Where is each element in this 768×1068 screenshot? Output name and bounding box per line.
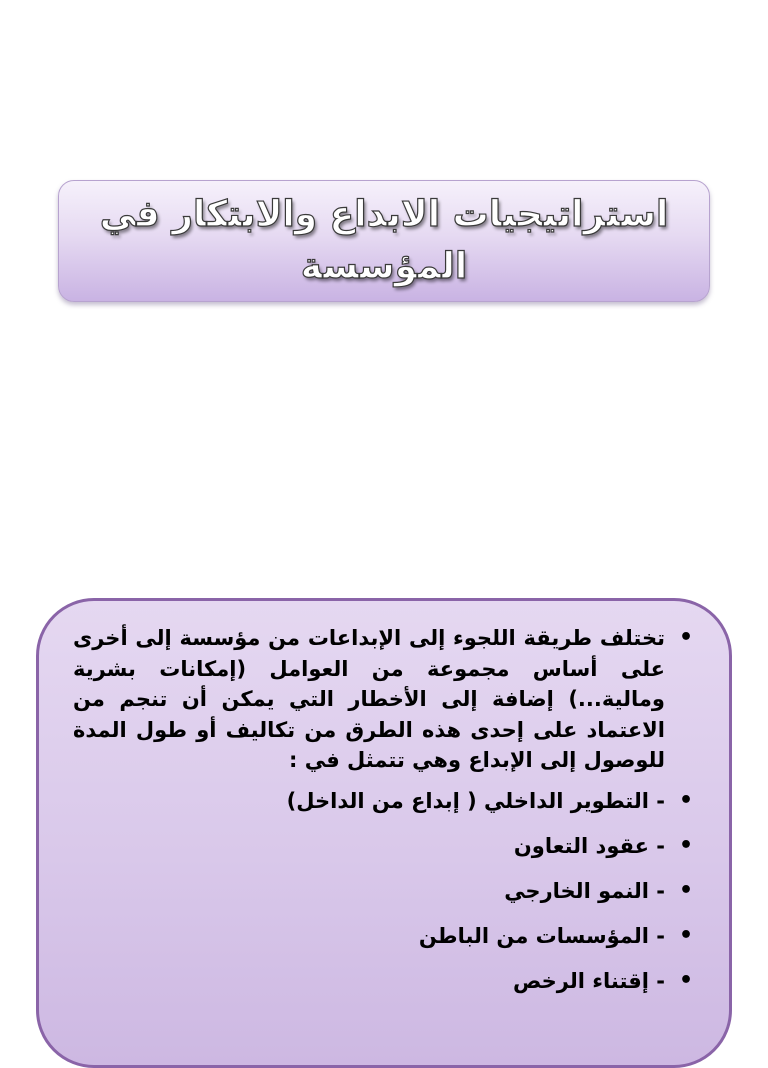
bullet-licensing: • - إقتناء الرخص [73, 961, 695, 1001]
title-box [58, 180, 710, 302]
bullet-external-growth: • - النمو الخارجي [73, 871, 695, 911]
bullet-cooperation-contracts: • - عقود التعاون [73, 826, 695, 866]
bullet-internal-development: • - التطوير الداخلي ( إبداع من الداخل) [73, 781, 695, 821]
content-box [36, 598, 732, 1068]
bullet-list [39, 601, 729, 1001]
bullet-intro: • تختلف طريقة اللجوء إلى الإبداعات من مؤسسة إلى أخرى على أساس مجموعة من العوامل (إمكانات بشرية ومالية...) إضافة إلى الأخطار التي يمكن أن تنجم من الاعتماد على إحدى هذه الطرق من تكاليف أو طول المدة للوصول إلى الإبداع وهي تتمثل في : [73, 623, 695, 776]
bullet-subcontracting: • - المؤسسات من الباطن [73, 916, 695, 956]
slide-title: استراتيجيات الابداع والابتكار في المؤسسة [99, 194, 669, 287]
